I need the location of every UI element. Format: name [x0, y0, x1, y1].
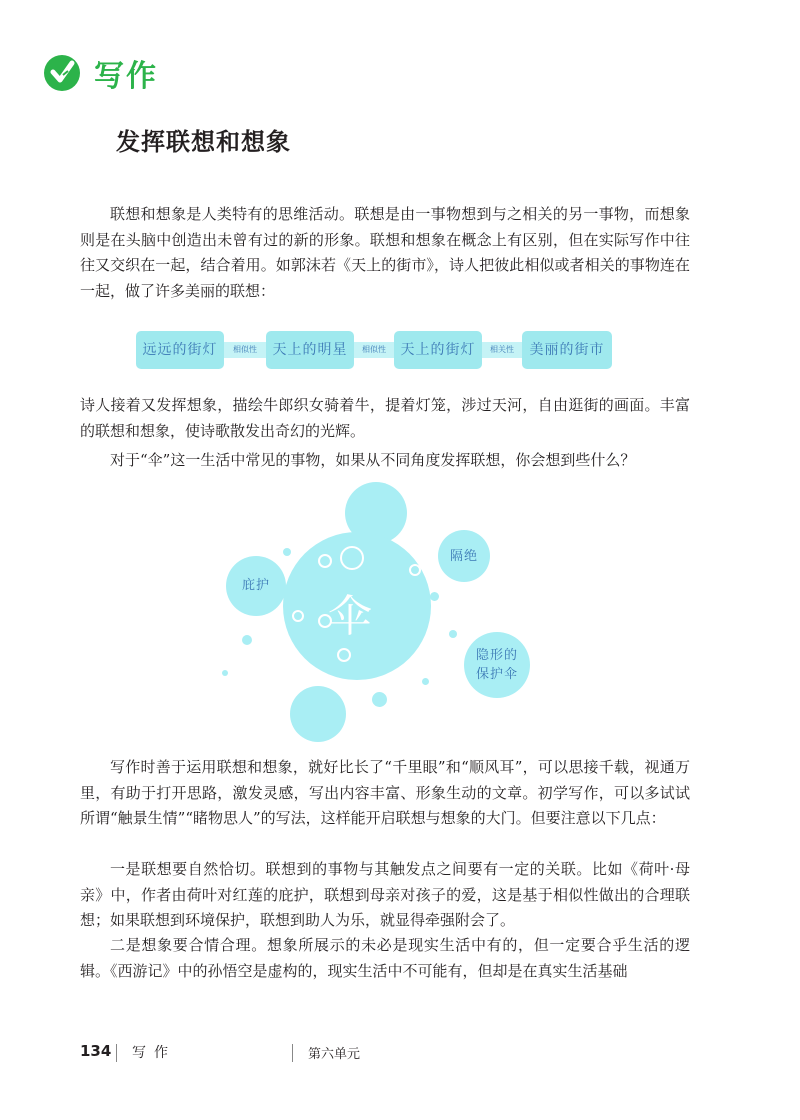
center-char: 伞 — [328, 591, 372, 642]
bubble-decor — [372, 692, 387, 707]
bubble-decor — [422, 678, 429, 685]
question-paragraph: 对于“伞”这一生活中常见的事物，如果从不同角度发挥联想，你会想到些什么？ — [110, 451, 636, 469]
bubble-decor — [449, 630, 457, 638]
section-header — [42, 50, 158, 96]
bubble-ring — [337, 648, 351, 662]
association-flow-chain — [136, 329, 616, 371]
bubble-decor — [290, 686, 346, 742]
section-title: 写作 — [94, 59, 158, 94]
label-isolate: 隔绝 — [449, 549, 478, 564]
flow-node-1: 远远的街灯 — [136, 331, 224, 369]
intro-paragraph: 联想和想象是人类特有的思维活动。联想是由一事物想到与之相关的另一事物，而想象则是在头脑中创造出未曾有过的新的形象。联想和想象在概念上有区别，但在实际写作中往往又交织在一起，结合着用。如郭沫若《天上的街市》，诗人把彼此相似或者相关的事物连在一起，做了许多美丽的联想： — [80, 205, 690, 300]
flow-node-4: 美丽的街市 — [522, 331, 612, 369]
umbrella-association-bubbles — [0, 470, 800, 760]
flow-connector-3: 相关性 — [482, 342, 522, 358]
flow-connector-1: 相似性 — [224, 342, 266, 358]
bubble-ring — [318, 554, 332, 568]
paragraph-2: 一是联想要自然恰切。联想到的事物与其触发点之间要有一定的关联。比如《荷叶·母亲》中，作者由荷叶对红莲的庇护，联想到母亲对孩子的爱，这是基于相似性做出的合理联想；如果联想到环境保护，联想到助人为乐，就显得牵强附会了。 — [80, 860, 690, 929]
page-footer — [80, 1042, 700, 1066]
article-title: 发挥联想和想象 — [116, 128, 291, 156]
paragraph-3: 二是想象要合情合理。想象所展示的未必是现实生活中有的，但一定要合乎生活的逻辑。《西游记》中的孙悟空是虚构的，现实生活中不可能有，但却是在真实生活基础 — [80, 936, 690, 980]
label-shelter: 庇护 — [241, 578, 270, 593]
flow-node-3: 天上的街灯 — [394, 331, 482, 369]
bubble-decor — [283, 548, 291, 556]
green-pen-check-icon — [42, 53, 82, 93]
flow-connector-2: 相似性 — [354, 342, 394, 358]
label-invisible-umbrella: 隐形的 保护伞 — [475, 648, 518, 682]
bubble-ring — [409, 564, 421, 576]
bubble-decor — [222, 670, 228, 676]
paragraph-1: 写作时善于运用联想和想象，就好比长了“千里眼”和“顺风耳”，可以思接千载，视通万里，有助于打开思路，激发灵感，写出内容丰富、形象生动的文章。初学写作，可以多试试所谓“触景生情”“睹物思人”的写法，这样能开启联想与想象的大门。但要注意以下几点： — [80, 758, 690, 827]
footer-section: 写作 — [132, 1045, 176, 1061]
bubble-decor — [242, 635, 252, 645]
footer-divider — [292, 1044, 293, 1062]
footer-unit: 第六单元 — [308, 1047, 361, 1062]
bubble-decor — [430, 592, 439, 601]
bubble-ring — [340, 546, 364, 570]
footer-divider — [116, 1044, 117, 1062]
bubble-ring — [292, 610, 304, 622]
page-number: 134 — [80, 1042, 112, 1060]
flow-node-2: 天上的明星 — [266, 331, 354, 369]
after-chain-paragraph: 诗人接着又发挥想象，描绘牛郎织女骑着牛，提着灯笼，涉过天河，自由逛街的画面。丰富的联想和想象，使诗歌散发出奇幻的光辉。 — [80, 396, 690, 440]
